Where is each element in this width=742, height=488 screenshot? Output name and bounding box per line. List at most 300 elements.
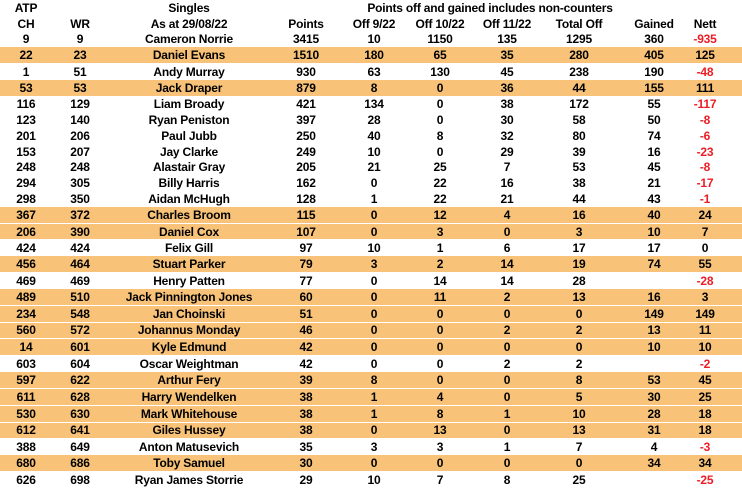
cell-points: 205 — [296, 160, 316, 175]
cell-total-off: 13 — [540, 289, 618, 305]
cell-points: 128 — [296, 191, 316, 206]
cell-total-off: 3 — [540, 223, 618, 240]
cell-off-9-22: 0 — [342, 305, 406, 322]
cell-off-9-22: 3 — [342, 256, 406, 272]
cell-gained: 50 — [647, 113, 661, 128]
cell-off-10-22: 0 — [406, 455, 474, 471]
cell-off-9-22: 0 — [342, 207, 406, 223]
cell-player-name: Ryan Peniston — [148, 113, 230, 128]
cell-gained: 13 — [618, 322, 690, 339]
cell-player-name: Andy Murray — [153, 64, 225, 79]
cell-nett: -3 — [699, 440, 711, 455]
cell-total-off: 58 — [572, 113, 586, 128]
table-row — [0, 240, 742, 256]
cell-gained: 149 — [618, 305, 690, 322]
cell-points: 879 — [270, 80, 342, 96]
cell-career-high: 530 — [0, 405, 52, 422]
cell-world-ranking: 372 — [52, 207, 108, 223]
cell-career-high: 294 — [16, 176, 36, 191]
cell-career-high: 248 — [16, 160, 36, 175]
cell-off-9-22: 10 — [367, 472, 381, 487]
cell-gained: 16 — [647, 144, 661, 159]
cell-world-ranking: 248 — [70, 160, 90, 175]
cell-gained: 28 — [618, 405, 690, 422]
cell-world-ranking: 548 — [52, 305, 108, 322]
cell-off-11-22: 1 — [474, 405, 540, 422]
cell-gained: 43 — [647, 191, 661, 206]
cell-nett: 125 — [690, 47, 742, 63]
cell-player-name: Henry Patten — [153, 273, 225, 288]
cell-off-11-22: 29 — [500, 144, 514, 159]
cell-player-name: Johannus Monday — [108, 322, 270, 339]
cell-points: 60 — [270, 289, 342, 305]
cell-points: 162 — [296, 176, 316, 191]
cell-off-11-22: 0 — [474, 388, 540, 405]
cell-gained: 17 — [647, 241, 661, 256]
cell-career-high: 234 — [0, 305, 52, 322]
cell-world-ranking: 207 — [70, 144, 90, 159]
cell-off-10-22: 8 — [406, 405, 474, 422]
cell-world-ranking: 390 — [52, 223, 108, 240]
cell-off-11-22: 36 — [474, 80, 540, 96]
cell-nett: 34 — [690, 455, 742, 471]
col-header-ch: CH — [17, 16, 35, 31]
cell-world-ranking: 604 — [70, 357, 90, 372]
col-header-off-10-22: Off 10/22 — [415, 16, 465, 31]
cell-gained: 10 — [618, 223, 690, 240]
cell-player-name: Jan Choinski — [108, 305, 270, 322]
cell-player-name: Oscar Weightman — [139, 357, 239, 372]
cell-career-high: 424 — [16, 241, 36, 256]
cell-off-11-22: 7 — [503, 160, 511, 175]
cell-career-high: 367 — [0, 207, 52, 223]
cell-total-off: 7 — [575, 440, 583, 455]
column-header-row — [0, 16, 742, 32]
cell-career-high: 22 — [0, 47, 52, 63]
cell-gained: 31 — [618, 422, 690, 439]
cell-points: 115 — [270, 207, 342, 223]
atp-label: ATP — [14, 0, 38, 15]
cell-gained: 34 — [618, 455, 690, 471]
cell-points: 397 — [296, 113, 316, 128]
cell-player-name: Kyle Edmund — [108, 339, 270, 356]
cell-total-off: 17 — [572, 241, 586, 256]
cell-career-high: 201 — [16, 128, 36, 143]
cell-nett: 55 — [690, 256, 742, 272]
cell-off-11-22: 0 — [474, 339, 540, 356]
cell-gained: 45 — [647, 160, 661, 175]
cell-career-high: 116 — [16, 97, 36, 112]
cell-off-9-22: 0 — [342, 289, 406, 305]
cell-points: 930 — [296, 64, 316, 79]
cell-off-9-22: 10 — [367, 241, 381, 256]
cell-career-high: 9 — [22, 32, 30, 47]
cell-off-11-22: 2 — [474, 322, 540, 339]
cell-points: 250 — [296, 128, 316, 143]
cell-gained: 74 — [647, 128, 661, 143]
singles-label: Singles — [168, 0, 210, 15]
table-row — [0, 47, 742, 63]
cell-player-name: Toby Samuel — [108, 455, 270, 471]
col-header-total-off: Total Off — [555, 16, 603, 31]
cell-career-high: 597 — [0, 372, 52, 388]
cell-player-name: Daniel Cox — [108, 223, 270, 240]
cell-gained: 4 — [650, 440, 658, 455]
cell-off-10-22: 11 — [406, 289, 474, 305]
cell-points: 38 — [270, 405, 342, 422]
cell-total-off: 19 — [540, 256, 618, 272]
cell-player-name: Mark Whitehouse — [108, 405, 270, 422]
table-row — [0, 191, 742, 207]
cell-gained: 55 — [647, 97, 661, 112]
table-row — [0, 405, 742, 422]
cell-off-11-22: 16 — [500, 176, 514, 191]
cell-world-ranking: 510 — [52, 289, 108, 305]
cell-world-ranking: 622 — [52, 372, 108, 388]
cell-nett: -8 — [699, 160, 711, 175]
cell-off-9-22: 1 — [342, 405, 406, 422]
table-row — [0, 175, 742, 191]
cell-off-9-22: 0 — [370, 176, 378, 191]
cell-player-name: Jay Clarke — [159, 144, 219, 159]
cell-total-off: 44 — [540, 80, 618, 96]
cell-off-9-22: 21 — [367, 160, 381, 175]
cell-gained — [618, 356, 690, 372]
cell-off-11-22: 14 — [500, 273, 514, 288]
cell-nett: -935 — [693, 32, 717, 47]
cell-off-10-22: 0 — [406, 80, 474, 96]
cell-points: 39 — [270, 372, 342, 388]
cell-career-high: 153 — [16, 144, 36, 159]
cell-gained: 405 — [618, 47, 690, 63]
cell-gained: 30 — [618, 388, 690, 405]
cell-off-9-22: 0 — [370, 273, 378, 288]
cell-career-high: 560 — [0, 322, 52, 339]
cell-points: 79 — [270, 256, 342, 272]
cell-points: 42 — [299, 357, 313, 372]
cell-off-11-22: 2 — [503, 357, 511, 372]
cell-off-11-22: 30 — [500, 113, 514, 128]
cell-world-ranking: 469 — [70, 273, 90, 288]
cell-off-10-22: 3 — [436, 440, 444, 455]
table-row — [0, 128, 742, 144]
cell-career-high: 53 — [0, 80, 52, 96]
cell-points: 3415 — [293, 32, 319, 47]
cell-player-name: Giles Hussey — [108, 422, 270, 439]
table-row — [0, 112, 742, 128]
cell-off-10-22: 25 — [433, 160, 447, 175]
cell-career-high: 612 — [0, 422, 52, 439]
cell-world-ranking: 630 — [52, 405, 108, 422]
cell-off-10-22: 0 — [406, 305, 474, 322]
cell-off-9-22: 134 — [364, 97, 384, 112]
cell-nett: -25 — [696, 472, 714, 487]
cell-total-off: 172 — [569, 97, 589, 112]
cell-world-ranking: 53 — [52, 80, 108, 96]
cell-points: 46 — [270, 322, 342, 339]
cell-total-off: 0 — [540, 305, 618, 322]
cell-off-10-22: 0 — [436, 144, 444, 159]
table-row — [0, 31, 742, 47]
cell-nett: 111 — [690, 80, 742, 96]
cell-player-name: Alastair Gray — [152, 160, 226, 175]
cell-career-high: 1 — [22, 64, 30, 79]
cell-points: 77 — [299, 273, 313, 288]
cell-nett: 18 — [690, 405, 742, 422]
cell-off-10-22: 0 — [436, 357, 444, 372]
cell-nett: 10 — [690, 339, 742, 356]
cell-off-10-22: 1 — [436, 241, 444, 256]
cell-off-10-22: 65 — [406, 47, 474, 63]
cell-off-10-22: 13 — [406, 422, 474, 439]
cell-off-10-22: 4 — [406, 388, 474, 405]
cell-nett: 25 — [690, 388, 742, 405]
cell-points: 249 — [296, 144, 316, 159]
table-row — [0, 455, 742, 471]
cell-off-10-22: 2 — [406, 256, 474, 272]
table-row — [0, 439, 742, 455]
cell-total-off: 13 — [540, 422, 618, 439]
cell-player-name: Daniel Evans — [108, 47, 270, 63]
table-row — [0, 305, 742, 322]
cell-world-ranking: 628 — [52, 388, 108, 405]
banner-label: Points off and gained includes non-counters — [367, 0, 613, 15]
cell-nett: 18 — [690, 422, 742, 439]
cell-off-11-22: 4 — [474, 207, 540, 223]
cell-off-9-22: 10 — [367, 144, 381, 159]
title-row-spacer — [52, 0, 108, 16]
cell-off-10-22: 22 — [433, 191, 447, 206]
cell-player-name: Felix Gill — [164, 241, 214, 256]
cell-off-11-22: 0 — [474, 305, 540, 322]
cell-off-9-22: 0 — [342, 223, 406, 240]
cell-off-9-22: 0 — [342, 422, 406, 439]
cell-player-name: Anton Matusevich — [138, 440, 240, 455]
cell-points: 38 — [270, 422, 342, 439]
cell-player-name: Paul Jubb — [161, 128, 217, 143]
cell-off-11-22: 0 — [474, 455, 540, 471]
cell-total-off: 38 — [572, 176, 586, 191]
cell-world-ranking: 51 — [73, 64, 87, 79]
cell-nett: -23 — [696, 144, 714, 159]
cell-total-off: 2 — [540, 322, 618, 339]
cell-off-9-22: 63 — [367, 64, 381, 79]
table-row — [0, 256, 742, 272]
cell-points: 1510 — [270, 47, 342, 63]
cell-gained: 155 — [618, 80, 690, 96]
cell-total-off: 8 — [540, 372, 618, 388]
cell-points: 97 — [299, 241, 313, 256]
cell-nett: 0 — [701, 241, 709, 256]
cell-career-high: 14 — [0, 339, 52, 356]
cell-nett: 7 — [690, 223, 742, 240]
col-header-gained: Gained — [634, 16, 674, 31]
cell-points: 29 — [299, 472, 313, 487]
table-row — [0, 273, 742, 289]
cell-off-10-22: 130 — [430, 64, 450, 79]
cell-gained — [618, 273, 690, 289]
cell-total-off: 28 — [572, 273, 586, 288]
cell-off-10-22: 7 — [436, 472, 444, 487]
col-header-points: Points — [288, 16, 324, 31]
cell-off-9-22: 10 — [367, 32, 381, 47]
cell-off-11-22: 32 — [500, 128, 514, 143]
cell-nett: -1 — [699, 191, 711, 206]
cell-points: 51 — [270, 305, 342, 322]
cell-gained: 74 — [618, 256, 690, 272]
cell-off-10-22: 22 — [433, 176, 447, 191]
cell-career-high: 626 — [16, 472, 36, 487]
cell-nett: 11 — [690, 322, 742, 339]
cell-world-ranking: 572 — [52, 322, 108, 339]
table-row — [0, 64, 742, 80]
cell-off-11-22: 2 — [474, 289, 540, 305]
cell-career-high: 206 — [0, 223, 52, 240]
cell-total-off: 25 — [572, 472, 586, 487]
cell-world-ranking: 641 — [52, 422, 108, 439]
table-row — [0, 207, 742, 223]
cell-career-high: 603 — [16, 357, 36, 372]
table-row — [0, 388, 742, 405]
cell-total-off: 16 — [540, 207, 618, 223]
cell-total-off: 280 — [540, 47, 618, 63]
cell-world-ranking: 350 — [70, 191, 90, 206]
cell-nett: 45 — [690, 372, 742, 388]
cell-gained: 16 — [618, 289, 690, 305]
cell-player-name: Aidan McHugh — [148, 191, 230, 206]
cell-off-11-22: 45 — [500, 64, 514, 79]
table-row — [0, 471, 742, 488]
cell-off-9-22: 180 — [342, 47, 406, 63]
cell-player-name: Cameron Norrie — [145, 32, 233, 47]
cell-career-high: 123 — [16, 113, 36, 128]
cell-player-name: Charles Broom — [108, 207, 270, 223]
cell-off-9-22: 0 — [342, 322, 406, 339]
cell-off-9-22: 1 — [370, 191, 378, 206]
cell-off-10-22: 12 — [406, 207, 474, 223]
cell-off-11-22: 0 — [474, 422, 540, 439]
table-row — [0, 372, 742, 388]
cell-total-off: 0 — [540, 339, 618, 356]
cell-off-11-22: 6 — [503, 241, 511, 256]
cell-career-high: 680 — [0, 455, 52, 471]
cell-points: 30 — [270, 455, 342, 471]
cell-career-high: 469 — [16, 273, 36, 288]
col-header-wr: WR — [70, 16, 90, 31]
cell-nett: 3 — [690, 289, 742, 305]
cell-off-9-22: 0 — [342, 455, 406, 471]
cell-off-9-22: 40 — [367, 128, 381, 143]
cell-world-ranking: 23 — [52, 47, 108, 63]
cell-player-name: Jack Pinnington Jones — [108, 289, 270, 305]
cell-player-name: Ryan James Storrie — [134, 472, 244, 487]
cell-points: 107 — [270, 223, 342, 240]
cell-off-11-22: 0 — [474, 223, 540, 240]
cell-total-off: 2 — [575, 357, 583, 372]
cell-world-ranking: 464 — [52, 256, 108, 272]
cell-off-9-22: 8 — [342, 372, 406, 388]
cell-off-10-22: 3 — [406, 223, 474, 240]
cell-gained: 40 — [618, 207, 690, 223]
cell-off-10-22: 0 — [406, 322, 474, 339]
cell-points: 42 — [270, 339, 342, 356]
table-row — [0, 80, 742, 96]
cell-career-high: 489 — [0, 289, 52, 305]
cell-player-name: Billy Harris — [158, 176, 220, 191]
cell-world-ranking: 9 — [76, 32, 84, 47]
table-row — [0, 356, 742, 372]
cell-world-ranking: 601 — [52, 339, 108, 356]
cell-player-name: Arthur Fery — [108, 372, 270, 388]
cell-off-10-22: 0 — [436, 113, 444, 128]
cell-world-ranking: 424 — [70, 241, 90, 256]
cell-off-11-22: 14 — [474, 256, 540, 272]
cell-player-name: Jack Draper — [108, 80, 270, 96]
cell-gained: 53 — [618, 372, 690, 388]
cell-total-off: 10 — [540, 405, 618, 422]
cell-off-10-22: 1150 — [427, 32, 453, 47]
cell-gained — [618, 471, 690, 488]
cell-off-10-22: 8 — [436, 128, 444, 143]
cell-off-11-22: 1 — [503, 440, 511, 455]
cell-off-9-22: 1 — [342, 388, 406, 405]
cell-off-11-22: 0 — [474, 372, 540, 388]
cell-off-9-22: 8 — [342, 80, 406, 96]
cell-nett: 24 — [690, 207, 742, 223]
cell-nett: -117 — [693, 97, 717, 112]
cell-career-high: 298 — [16, 191, 36, 206]
cell-off-9-22: 0 — [370, 357, 378, 372]
cell-off-9-22: 3 — [370, 440, 378, 455]
table-row — [0, 339, 742, 356]
cell-nett: -28 — [696, 273, 714, 288]
col-header-nett: Nett — [693, 16, 717, 31]
cell-gained: 21 — [647, 176, 661, 191]
cell-points: 38 — [270, 388, 342, 405]
cell-off-10-22: 0 — [406, 339, 474, 356]
cell-gained: 10 — [618, 339, 690, 356]
col-header-as-at-date: As at 29/08/22 — [150, 16, 228, 31]
cell-nett: -6 — [699, 128, 711, 143]
cell-off-11-22: 135 — [497, 32, 517, 47]
cell-nett: -8 — [699, 113, 711, 128]
table-row — [0, 96, 742, 112]
cell-total-off: 238 — [569, 64, 589, 79]
cell-world-ranking: 649 — [70, 440, 90, 455]
cell-off-11-22: 35 — [474, 47, 540, 63]
cell-world-ranking: 305 — [70, 176, 90, 191]
cell-total-off: 53 — [572, 160, 586, 175]
table-row — [0, 289, 742, 305]
cell-off-10-22: 0 — [436, 97, 444, 112]
cell-career-high: 611 — [0, 388, 52, 405]
table-row — [0, 223, 742, 240]
cell-total-off: 39 — [572, 144, 586, 159]
cell-career-high: 456 — [0, 256, 52, 272]
cell-gained: 190 — [644, 64, 664, 79]
cell-total-off: 0 — [540, 455, 618, 471]
cell-off-9-22: 0 — [342, 339, 406, 356]
cell-world-ranking: 129 — [70, 97, 90, 112]
table-row — [0, 422, 742, 439]
cell-player-name: Stuart Parker — [108, 256, 270, 272]
cell-world-ranking: 698 — [70, 472, 90, 487]
cell-total-off: 1295 — [566, 32, 592, 47]
cell-points: 421 — [296, 97, 316, 112]
cell-nett: -17 — [696, 176, 714, 191]
col-header-off-11-22: Off 11/22 — [482, 16, 532, 31]
cell-nett: 149 — [690, 305, 742, 322]
